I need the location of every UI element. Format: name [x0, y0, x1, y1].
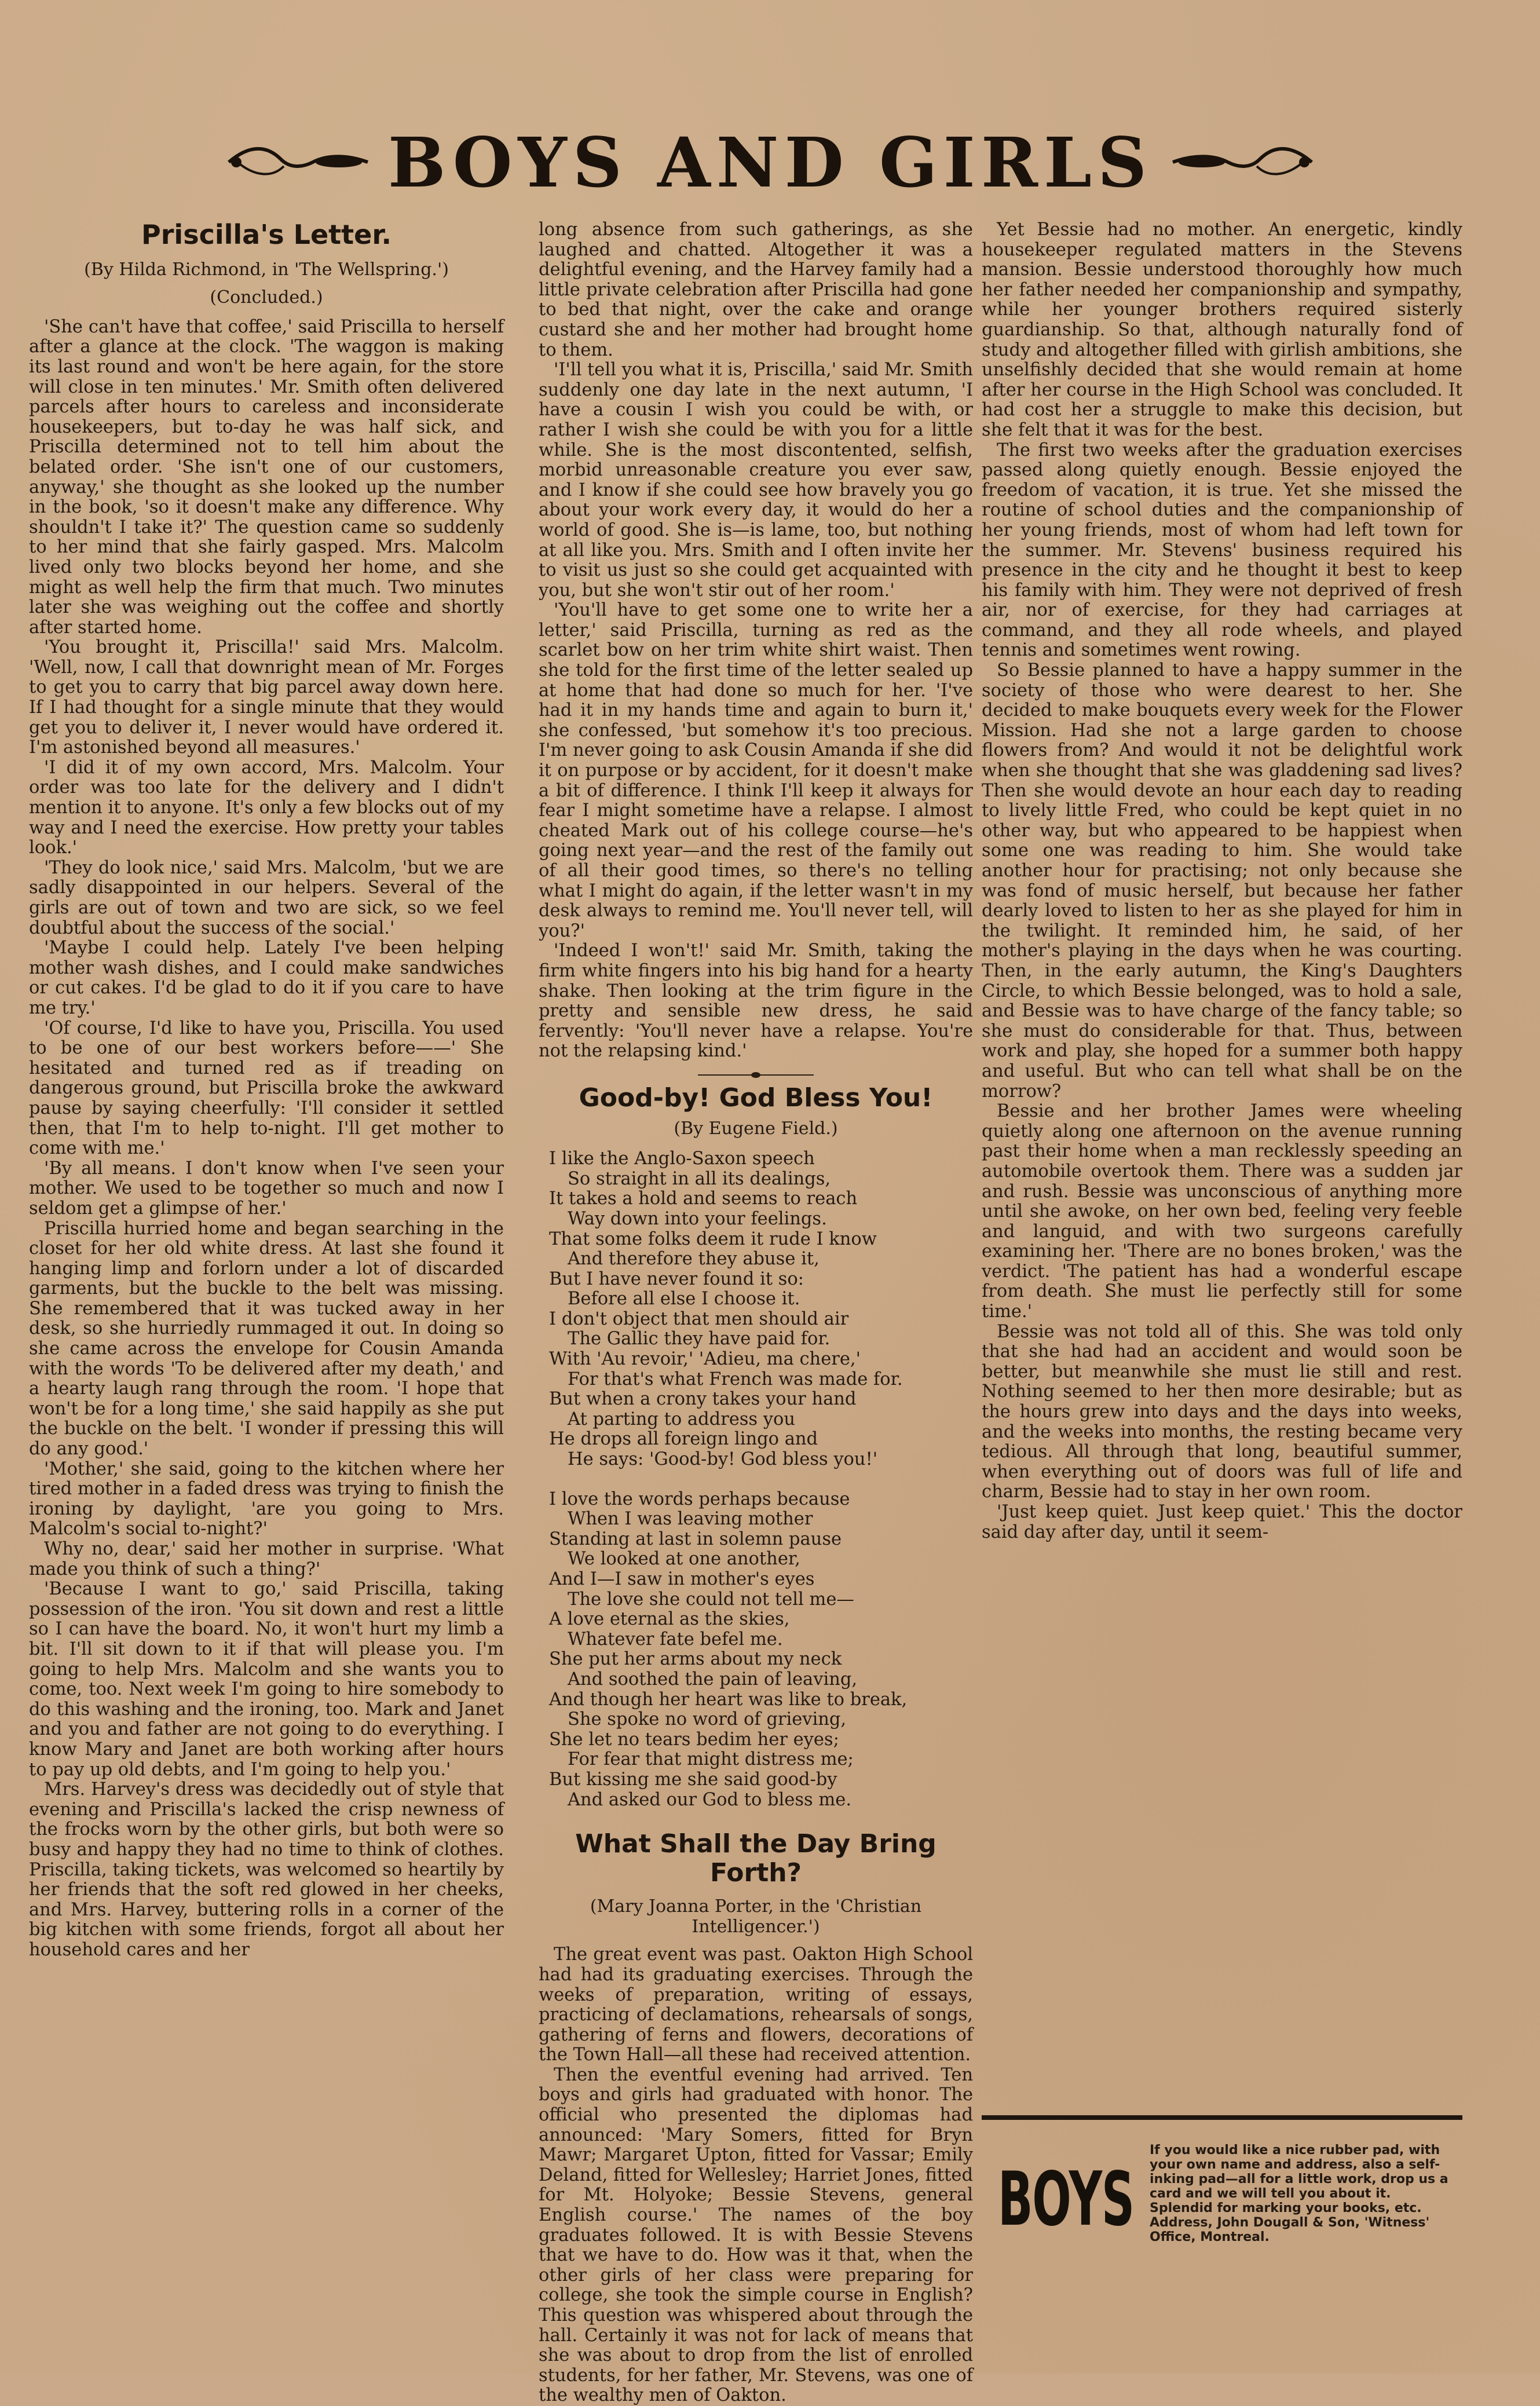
poem-line: When I was leaving mother — [568, 1509, 813, 1530]
paragraph: 'Mother,' she said, going to the kitchen where her tired mother in a faded dress was trying to finish the ironing by daylight, 'are you going to Mrs. Malcolm's social to-night?' — [29, 1458, 504, 1540]
poem-line: At parting to address you — [568, 1409, 796, 1429]
poem — [549, 1149, 973, 1810]
section-masthead — [197, 122, 1344, 203]
left-ornament-icon — [226, 142, 371, 182]
article-title-good-by: Good-by! God Bless You! — [579, 1083, 933, 1113]
paragraph: 'Indeed I won't!' said Mr. Smith, taking the firm white fingers into his big hand for a hearty shake. Then looking at the trim figure in the pretty and sensible new dress, he said fervently: 'You'll never have a relapse. You're not the relapsing kind.' — [539, 941, 973, 1062]
poem-line: She put her arms about my neck — [549, 1649, 842, 1670]
poem-line: I don't object that men should air — [549, 1308, 849, 1329]
poem-line: We looked at one another, — [568, 1549, 800, 1570]
paragraph: Bessie was not told all of this. She was told only that she had had an accident and would soon be better, but meanwhile she must lie still and rest. Nothing seemed to her then more desirable; but as the hours grew into days and the days into weeks, and the weeks into months, the resting became very tedious. All through that long, beautiful summer, when everything out of doors was full of life and charm, Bessie had to stay in her own room. — [982, 1321, 1462, 1502]
poem-line: But I have never found it so: — [549, 1268, 804, 1289]
section-divider — [698, 1072, 814, 1078]
poem-line: She let no tears bedim her eyes; — [549, 1729, 839, 1750]
poem-line: I like the Anglo-Saxon speech — [549, 1149, 815, 1169]
paragraph: 'You brought it, Priscilla!' said Mrs. Malcolm. 'Well, now, I call that downright mean of Mr. Forges to get you to carry that big parcel away down here. If I had thought for a single minute that they would get you to deliver it, I never would have ordered it. I'm astonished beyond all measures.' — [29, 637, 504, 758]
poem-line: And soothed the pain of leaving, — [568, 1669, 858, 1690]
advertisement-text: If you would like a nice rubber pad, with your own name and address, also a self-inking pad—all for a little work, drop us a card and we will tell you about it. Splendid for marking your books, etc. Address, John Dougall & Son, 'Witness' Office, Montreal. — [1150, 2143, 1448, 2244]
column-2 — [539, 220, 973, 2406]
advertisement — [982, 2131, 1462, 2247]
poem-line: That some folks deem it rude I know — [549, 1228, 877, 1249]
poem-line: Whatever fate befel me. — [568, 1629, 783, 1650]
poem-line: Way down into your feelings. — [568, 1208, 827, 1229]
column-1 — [29, 220, 504, 1960]
paragraph: The first two weeks after the graduation exercises passed along quietly enough. Bessie enjoyed the freedom of vacation, it is true. Yet she missed the routine of school duties and the companionship of her young friends, most of whom had left town for the summer. Mr. Stevens' business required his presence in the city and he thought it best to keep his family with him. They were not deprived of fresh air, nor of exercise, for they had carriages at command, and they all rode wheels, and played tennis and sometimes went rowing. — [982, 440, 1462, 661]
column-3 — [982, 220, 1462, 1542]
paragraph: Why no, dear,' said her mother in surprise. 'What made you think of such a thing?' — [29, 1539, 504, 1579]
poem-line: I love the words perhaps because — [549, 1489, 850, 1509]
paragraph: 'Because I want to go,' said Priscilla, taking possession of the iron. 'You sit down and rest a little so I can have the board. No, it won't hurt my limb a bit. I'll sit down to it if that will please you. I'm going to help Mrs. Malcolm and she wants you to come, too. Next week I'm going to hire somebody to do this washing and the ironing, too. Mark and Janet and you and father are not going to do everything. I know Mary and Janet are both working after hours to pay up old debts, and I'm going to help you.' — [29, 1579, 504, 1780]
paragraph: 'I did it of my own accord, Mrs. Malcolm. Your order was too late for the delivery and I didn't mention it to anyone. It's only a few blocks out of my way and I need the exercise. How pretty your tables look.' — [29, 757, 504, 858]
poem-line: It takes a hold and seems to reach — [549, 1189, 858, 1209]
poem-line: The love she could not tell me— — [568, 1589, 854, 1610]
paragraph: 'They do look nice,' said Mrs. Malcolm, 'but we are sadly disappointed in our helpers. Several of the girls are out of town and two are sick, so we feel doubtful about the success of the social.' — [29, 857, 504, 938]
paragraph: 'You'll have to get some one to write her a letter,' said Priscilla, turning as red as the scarlet bow on her trim white shirt waist. Then she told for the first time of the letter sealed up at home that had done so much for her. 'I've had it in my hands time and again to burn it,' she confessed, 'but somehow it's too precious. I'm never going to ask Cousin Amanda if she did it on purpose or by accident, for it doesn't make a bit of difference. I think I'll keep it always for fear I might sometime have a relapse. I almost cheated Mark out of his college course—he's going next year—and the rest of the family out of all their good times, so there's no telling what I might do again, if the letter wasn't in my desk always to remind me. You'll never tell, will you?' — [539, 600, 973, 941]
article-title-priscilla: Priscilla's Letter. — [141, 219, 392, 250]
paragraph: So Bessie planned to have a happy summer in the society of those who were dearest to her. She decided to make bouquets every week for the Flower Mission. Had she not a large garden to choose flowers from? And would it not be delightful work when she thought that she was gladdening sad lives? Then she would devote an hour each day to reading to lively little Fred, who could be kept quiet in no other way, but who appeared to be happiest when some one was reading to him. She would take another hour for practising; not only because she was fond of music herself, but because her father dearly loved to listen to her as she played for him in the twilight. It reminded him, he said, of her mother's playing in the days when he was courting. Then, in the early autumn, the King's Daughters Circle, to which Bessie belonged, was to hold a sale, and Bessie was to have charge of the fancy table; so she must do considerable for that. Thus, between work and play, she hoped for a summer both happy and useful. But who can tell what shall be on the morrow? — [982, 660, 1462, 1102]
poem-line: He drops all foreign lingo and — [549, 1429, 818, 1450]
poem-stanza — [549, 1490, 973, 1811]
paragraph: Priscilla hurried home and began searching in the closet for her old white dress. At last she found it hanging limp and forlorn under a lot of discarded garments, but the buckle to the belt was missing. She remembered that it was tucked away in her desk, so she hurriedly rummaged it out. In doing so she came across the envelope for Cousin Amanda with the words 'To be delivered after my death,' and a hearty laugh rang through the room. 'I hope that won't be for a long time,' she said happily as she put the buckle on the belt. 'I wonder if pressing this will do any good.' — [29, 1218, 504, 1460]
advertisement-headline: BOYS — [998, 2156, 1134, 2243]
advertisement-divider — [982, 2115, 1462, 2120]
poem-line: And therefore they abuse it, — [568, 1249, 820, 1270]
poem-line: She spoke no word of grieving, — [568, 1709, 847, 1730]
paragraph: long absence from such gatherings, as she laughed and chatted. Altogether it was a delightful evening, and the Harvey family had a little private celebration after Priscilla had gone to bed that night, over the cake and orange custard she and her mother had brought home to them. — [539, 220, 973, 360]
paragraph: 'Just keep quiet. Just keep quiet.' This the doctor said day after day, until it seem- — [982, 1502, 1462, 1542]
article-note-concluded: (Concluded.) — [210, 287, 323, 308]
poem-line: And though her heart was like to break, — [549, 1689, 908, 1710]
poem-line: For that's what French was made for. — [568, 1369, 903, 1390]
poem-line: And asked our God to bless me. — [568, 1789, 852, 1810]
paragraph: 'I'll tell you what it is, Priscilla,' said Mr. Smith suddenly one day late in the next autumn, 'I have a cousin I wish you could be with, or rather I wish she could be with you for a little while. She is the most discontented, selfish, morbid unreasonable creature you ever saw, and I know if she could see how bravely you go about your work every day, it would do her a world of good. She is—is lame, too, but nothing at all like you. Mrs. Smith and I often invite her to visit us just so she could get acquainted with you, but she won't stir out of her room.' — [539, 360, 973, 601]
poem-line: With 'Au revoir,' 'Adieu, ma chere,' — [549, 1349, 861, 1370]
poem-line: The Gallic they have paid for. — [568, 1329, 831, 1350]
article-byline-good-by: (By Eugene Field.) — [674, 1118, 838, 1139]
paragraph: Then the eventful evening had arrived. Ten boys and girls had graduated with honor. The official who presented the diplomas had announced: 'Mary Somers, fitted for Bryn Mawr; Margaret Upton, fitted for Vassar; Emily Deland, fitted for Wellesley; Harriet Jones, fitted for Mt. Holyoke; Bessie Stevens, general English course.' The names of the boy graduates followed. It is with Bessie Stevens that we have to do. How was it that, when the other girls of her class were preparing for college, she took the simple course in English? This question was whispered about through the hall. Certainly it was not for lack of means that she was about to drop from the list of enrolled students, for her father, Mr. Stevens, was one of the wealthy men of Oakton. — [539, 2064, 973, 2406]
paragraph: The great event was past. Oakton High School had had its graduating exercises. Through the weeks of preparation, writing of essays, practicing of declamations, rehearsals of songs, gathering of ferns and flowers, decorations of the Town Hall—all these had received attention. — [539, 1944, 973, 2065]
poem-line: Standing at last in solemn pause — [549, 1529, 842, 1549]
paragraph: 'Maybe I could help. Lately I've been helping mother wash dishes, and I could make sandwiches or cut cakes. I'd be glad to do it if you care to have me try.' — [29, 938, 504, 1018]
right-ornament-icon — [1170, 142, 1315, 182]
article-byline-day-bring-forth: (Mary Joanna Porter, in the 'Christian Intelligencer.') — [590, 1896, 922, 1937]
paragraph: 'Of course, I'd like to have you, Priscilla. You used to be one of our best workers before——' She hesitated and turned red as if treading on dangerous ground, but Priscilla broke the awkward pause by saying cheerfully: 'I'll consider it settled then, that I'm to help to-night. I'll get mother to come with me.' — [29, 1018, 504, 1159]
paragraph: Bessie and her brother James were wheeling quietly along one afternoon on the avenue running past their home when a man recklessly speeding an automobile overtook them. There was a sudden jar and rush. Bessie was unconscious of anything more until she awoke, on her own bed, feeling very feeble and languid, and with two surgeons carefully examining her. 'There are no bones broken,' was the verdict. 'The patient has had a wonderful escape from death. She must lie perfectly still for some time.' — [982, 1101, 1462, 1322]
paragraph: 'By all means. I don't know when I've seen your mother. We used to be together so much and now I seldom get a glimpse of her.' — [29, 1158, 504, 1219]
poem-line: But when a crony takes your hand — [549, 1389, 857, 1410]
poem-line: So straight in all its dealings, — [568, 1168, 831, 1189]
poem-stanza — [549, 1149, 973, 1470]
article-title-day-bring-forth: What Shall the Day Bring Forth? — [575, 1829, 937, 1888]
poem-line: For fear that might distress me; — [568, 1749, 854, 1770]
poem-line: A love eternal as the skies, — [549, 1609, 790, 1630]
poem-line: But kissing me she said good-by — [549, 1769, 837, 1790]
poem-line: Before all else I choose it. — [568, 1289, 800, 1310]
paragraph: Yet Bessie had no mother. An energetic, kindly housekeeper regulated matters in the Stevens mansion. Bessie understood thoroughly how much her father needed her companionship and sympathy, while her younger brothers required sisterly guardianship. So that, although naturally fond of study and altogether filled with girlish ambitions, she unselfishly decided that she would remain at home after her course in the High School was concluded. It had cost her a struggle to make this decision, but she felt that it was for the best. — [982, 220, 1462, 440]
article-byline-priscilla: (By Hilda Richmond, in 'The Wellspring.') — [84, 259, 449, 280]
paragraph: 'She can't have that coffee,' said Priscilla to herself after a glance at the clock. 'The waggon is making its last round and won't be here again, for the store will close in ten minutes.' Mr. Smith often delivered parcels after hours to careless and inconsiderate housekeepers, but to-day he was half sick, and Priscilla determined not to tell him about the belated order. 'She isn't one of our customers, anyway,' she thought as she looked up the number in the book, 'so it doesn't make any difference. Why shouldn't I take it?' The question came so suddenly to her mind that she fairly gasped. Mrs. Malcolm lived only two blocks beyond her home, and she might as well help the firm that much. Two minutes later she was weighing out the coffee and shortly after started home. — [29, 316, 504, 638]
section-title: BOYS AND GIRLS — [387, 122, 1153, 203]
poem-line: And I—I saw in mother's eyes — [549, 1569, 815, 1589]
paragraph: Mrs. Harvey's dress was decidedly out of style that evening and Priscilla's lacked the crisp newness of the frocks worn by the other girls, but both were so busy and happy they had no time to think of clothes. Priscilla, taking tickets, was welcomed so heartily by her friends that the soft red glowed in her cheeks, and Mrs. Harvey, buttering rolls in a corner of the big kitchen with some friends, forgot all about her household cares and her — [29, 1779, 504, 1960]
poem-line: He says: 'Good-by! God bless you!' — [568, 1449, 878, 1470]
